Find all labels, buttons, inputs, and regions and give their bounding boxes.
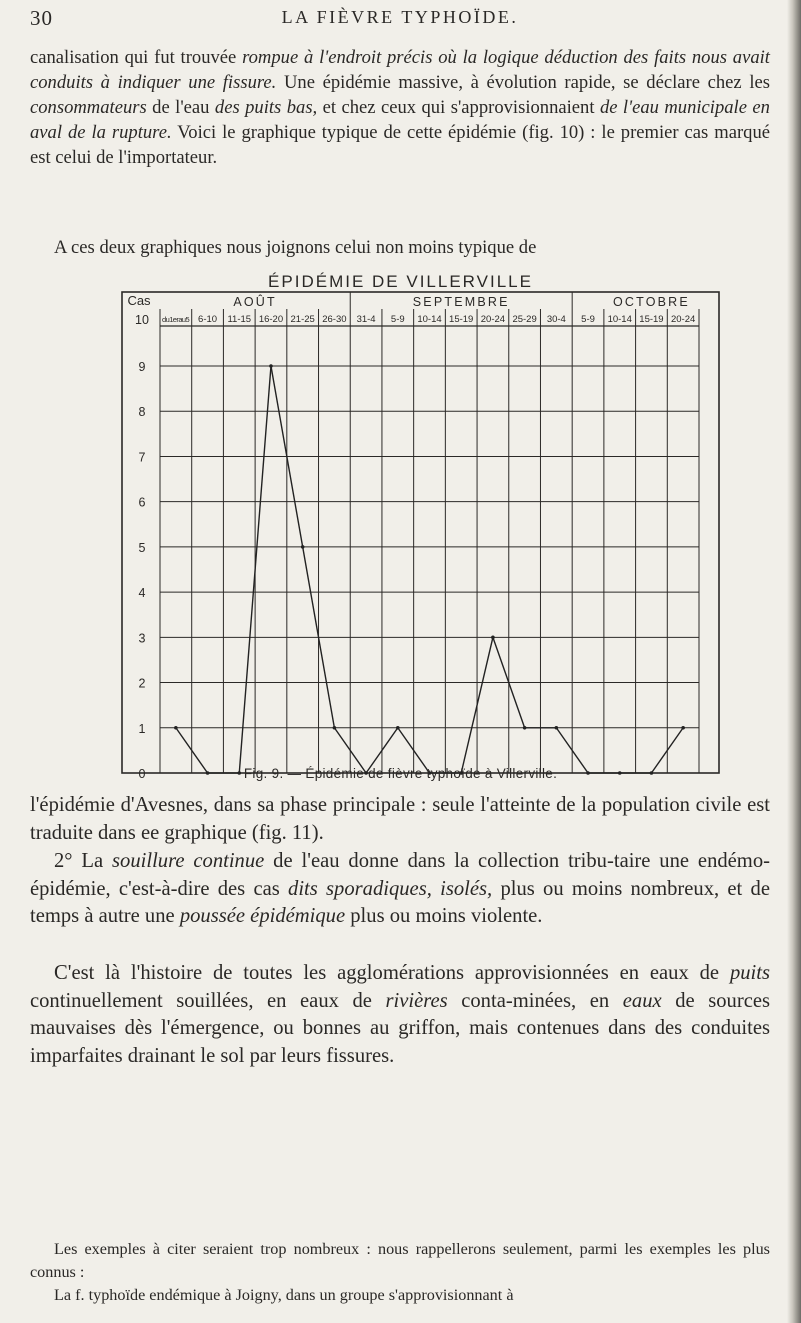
data-point xyxy=(491,636,495,640)
paragraph-4: 2° La souillure continue de l'eau donne dans la collection tribu-taire une endémo-épidémie, c'est-à-dire des cas dits sporadiques, isolés, plus ou moins nombreux, et de temps à autre une poussée épidémique plus ou moins violente. xyxy=(30,850,770,927)
data-point xyxy=(681,726,685,730)
chart-frame xyxy=(122,292,719,773)
paragraph-2: A ces deux graphiques nous joignons celui non moins typique de xyxy=(54,237,537,258)
paragraph-5: C'est là l'histoire de toutes les agglomérations approvisionnées en eaux de puits continuellement souillées, en eaux de rivières conta-minées, en eaux de sources mauvaises dès l'émergence, ou bonnes au griffon, mais contenues dans des conduites imparfaites drainant le sol par leurs fissures. xyxy=(30,962,770,1067)
period-label: 31-4 xyxy=(356,314,376,325)
month-label: SEPTEMBRE xyxy=(412,295,510,309)
data-point xyxy=(174,726,178,730)
period-label: 26-30 xyxy=(322,314,347,325)
data-point xyxy=(396,726,400,730)
y-tick-label: 2 xyxy=(138,676,146,691)
running-head: LA FIÈVRE TYPHOÏDE. xyxy=(281,7,519,27)
data-point xyxy=(555,726,559,730)
paragraph-3: l'épidémie d'Avesnes, dans sa phase principale : seule l'atteinte de la population civile est traduite dans ee graphique (fig. 11). xyxy=(30,794,770,844)
data-point xyxy=(301,545,305,549)
period-label: 6-10 xyxy=(198,314,218,325)
month-label: AOÛT xyxy=(233,295,277,309)
y-tick-label: 1 xyxy=(138,721,146,736)
period-label: 25-29 xyxy=(512,314,537,325)
period-label: 15-19 xyxy=(449,314,474,325)
period-label: 11-15 xyxy=(227,314,252,325)
y-tick-label: 4 xyxy=(138,586,146,601)
period-label: 30-4 xyxy=(546,314,566,325)
period-label: 10-14 xyxy=(417,314,442,325)
y-tick-label: 9 xyxy=(138,360,146,374)
y-tick-label: 3 xyxy=(138,631,146,646)
period-label: 16-20 xyxy=(258,314,284,325)
paragraph-6: Les exemples à citer seraient trop nombreux : nous rappellerons seulement, parmi les exemples les plus connus : xyxy=(30,1240,770,1281)
period-label: du1erau5 xyxy=(162,315,190,324)
y-tick-label: 0 xyxy=(138,767,146,781)
y-tick-label: 5 xyxy=(138,540,146,555)
period-label: 10-14 xyxy=(607,314,632,325)
figure-title: ÉPIDÉMIE DE VILLERVILLE xyxy=(268,272,533,291)
data-point xyxy=(269,364,273,368)
period-label: 21-25 xyxy=(290,314,315,325)
data-point xyxy=(523,726,527,730)
period-label: 5-9 xyxy=(581,314,595,325)
period-label: 15-19 xyxy=(639,314,664,325)
period-label: 5-9 xyxy=(390,314,405,325)
paragraph-7: La f. typhoïde endémique à Joigny, dans un groupe s'approvisionnant à xyxy=(54,1286,514,1304)
y-tick-label: 8 xyxy=(138,405,146,420)
period-label: 20-24 xyxy=(670,314,696,325)
y-tick-label: 10 xyxy=(135,313,149,327)
data-point xyxy=(333,726,337,730)
month-label: OCTOBRE xyxy=(612,295,690,309)
paragraph-1: canalisation qui fut trouvée rompue à l'endroit précis où la logique déduction des faits nous avait conduits à indiquer une fissure. Une épidémie massive, à évolution rapide, se déclare chez les consommateurs de l'eau des puits bas, et chez ceux qui s'approvisionnaient de l'eau municipale en aval de la rupture. Voici le graphique typique de cette épidémie (fig. 10) : le premier cas marqué est celui de l'importateur. xyxy=(30,47,771,168)
figure-caption: Fig. 9. — Épidémie de fièvre typhoïde à Villerville. xyxy=(243,766,558,781)
y-tick-label: 7 xyxy=(138,450,146,465)
page-number: 30 xyxy=(30,6,53,30)
y-axis-title: Cas xyxy=(127,293,151,308)
period-label: 20-24 xyxy=(480,314,506,325)
y-tick-label: 6 xyxy=(138,495,146,510)
